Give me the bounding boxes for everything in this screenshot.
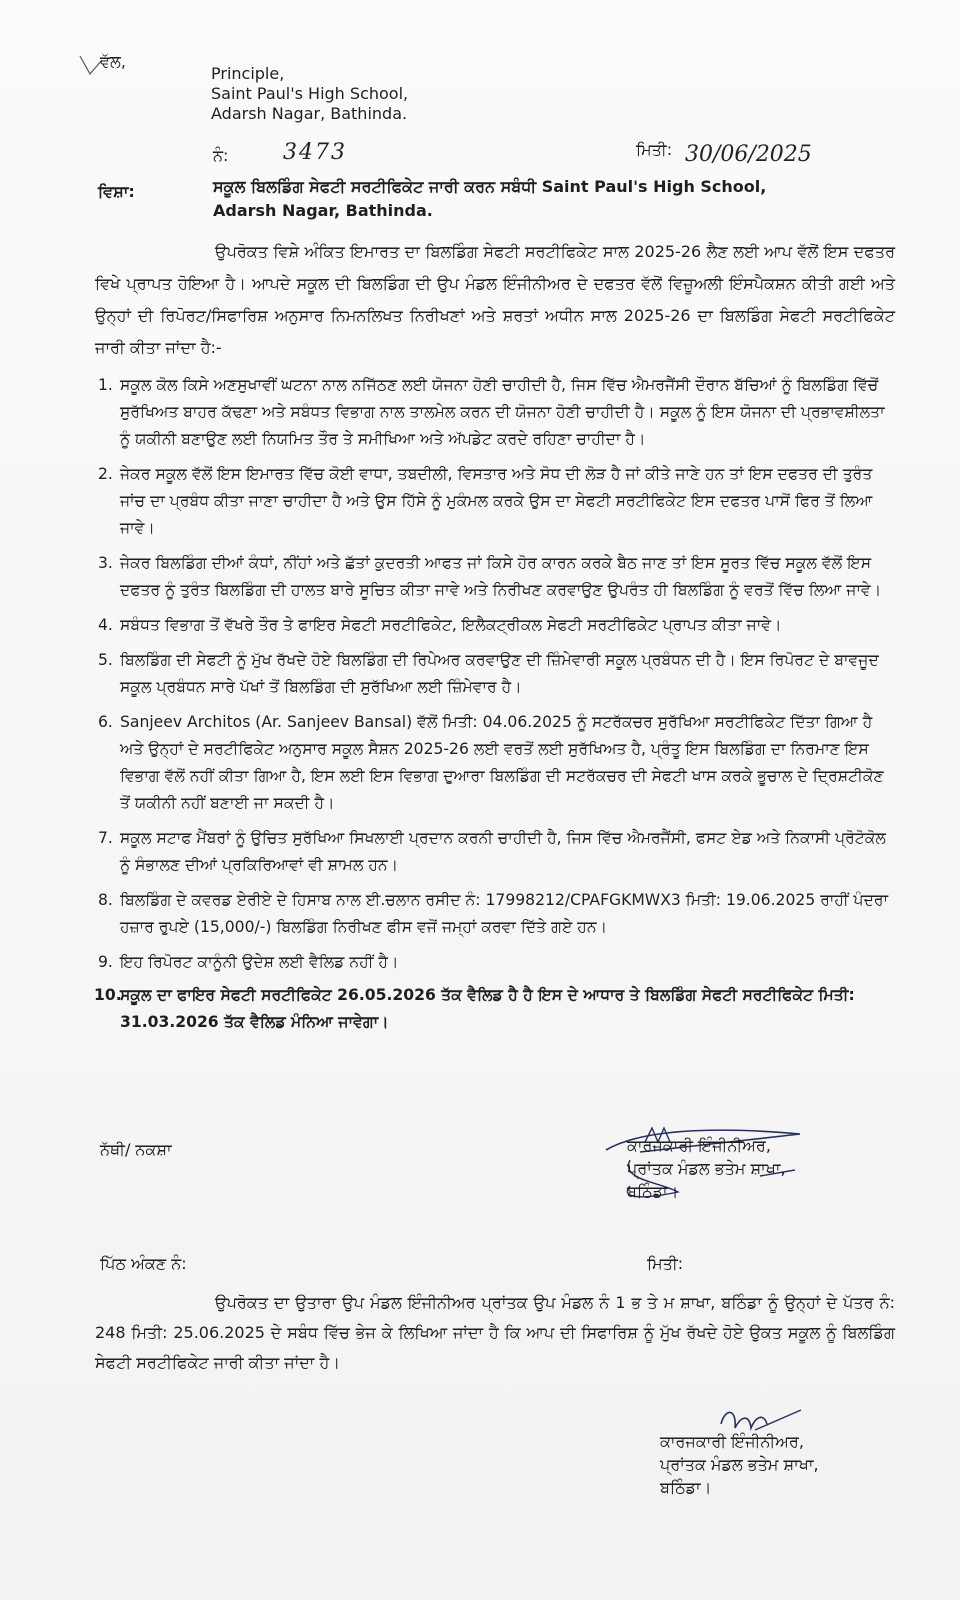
list-item [98,461,898,542]
item-text: ਸਬੰਧਤ ਵਿਭਾਗ ਤੋਂ ਵੱਖਰੇ ਤੌਰ ਤੇ ਫਾਇਰ ਸੇਫਟੀ ਸਰਟੀਫਿਕੇਟ, ਇਲੈਕਟ੍ਰੀਕਲ ਸੇਫਟੀ ਸਰਟੀਫਿਕੇਟ ਪ੍ਰਾਪਤ ਕੀਤਾ ਜਾਵੇ। [120,616,782,634]
enclosure-label: ਨੱਥੀ/ ਨਕਸ਼ਾ [100,1140,172,1159]
item-number: 5. [98,651,113,669]
signature-block-2 [660,1430,819,1499]
item-text: ਬਿਲਡਿੰਗ ਦੇ ਕਵਰਡ ਏਰੀਏ ਦੇ ਹਿਸਾਬ ਨਾਲ ਈ.ਚਲਾਨ ਰਸੀਦ ਨੰ: 17998212/CPAFGKMWX3 ਮਿਤੀ: 19.06.2025 ਰਾਹੀਂ ਪੰਦਰਾ ਹਜ਼ਾਰ ਰੁਪਏ (15,000/-) ਬਿਲਡਿੰਗ ਨਿਰੀਖਣ ਫੀਸ ਵਜੋਂ ਜਮ੍ਹਾਂ ਕਰਵਾ ਦਿੱਤੇ ਗਏ ਹਨ। [120,891,889,936]
signature-block-1 [627,1134,786,1203]
list-item [98,949,898,976]
item-number: 7. [98,829,113,847]
item-text: ਇਹ ਰਿਪੋਰਟ ਕਾਨੂੰਨੀ ਉਦੇਸ਼ ਲਈ ਵੈਲਿਡ ਨਹੀਂ ਹੈ। [120,953,399,971]
subject-label: ਵਿਸ਼ਾ: [98,182,135,201]
date-value: 30/06/2025 [685,142,812,167]
item-number: 2. [98,465,113,483]
to-label: ਵੱਲ, [100,52,126,71]
address-line: Saint Paul's High School, [211,84,409,103]
item-text: ਜੇਕਰ ਬਿਲਡਿੰਗ ਦੀਆਂ ਕੰਧਾਂ, ਨੀਂਹਾਂ ਅਤੇ ਛੱਤਾਂ ਕੁਦਰਤੀ ਆਫਤ ਜਾਂ ਕਿਸੇ ਹੋਰ ਕਾਰਨ ਕਰਕੇ ਬੈਠ ਜਾਣ ਤਾਂ ਇਸ ਸੂਰਤ ਵਿੱਚ ਸਕੂਲ ਵੱਲੋਂ ਇਸ ਦਫਤਰ ਨੂੰ ਤੁਰੰਤ ਬਿਲਡਿੰਗ ਦੀ ਹਾਲਤ ਬਾਰੇ ਸੂਚਿਤ ਕੀਤਾ ਜਾਵੇ ਅਤੇ ਨਿਰੀਖਣ ਕਰਵਾਉਣ ਉਪਰੰਤ ਹੀ ਬਿਲਡਿੰਗ ਨੂੰ ਵਰਤੋਂ ਵਿੱਚ ਲਿਆ ਜਾਵੇ। [120,554,882,599]
item-number: 8. [98,891,113,909]
address-block [211,64,408,124]
conditions-list [94,372,898,1036]
item-number: 3. [98,554,113,572]
number-value: 3473 [283,140,347,165]
signature-line: ਬਠਿੰਡਾ। [627,1182,679,1201]
item-text: ਸਕੂਲ ਸਟਾਫ ਮੈਂਬਰਾਂ ਨੂੰ ਉਚਿਤ ਸੁਰੱਖਿਆ ਸਿਖਲਾਈ ਪ੍ਰਦਾਨ ਕਰਨੀ ਚਾਹੀਦੀ ਹੈ, ਜਿਸ ਵਿੱਚ ਐਮਰਜੈਂਸੀ, ਫਸਟ ਏਡ ਅਤੇ ਨਿਕਾਸੀ ਪ੍ਰੋਟੋਕੋਲ ਨੂੰ ਸੰਭਾਲਣ ਦੀਆਂ ਪ੍ਰਕਿਰਿਆਵਾਂ ਵੀ ਸ਼ਾਮਲ ਹਨ। [120,829,886,874]
endorsement-date-label: ਮਿਤੀ: [647,1254,684,1273]
endorsement-number-label: ਪਿੱਠ ਅੰਕਣ ਨੰ: [100,1254,187,1273]
item-number: 9. [98,953,113,971]
list-item [94,982,898,1036]
item-text: ਸਕੂਲ ਕੋਲ ਕਿਸੇ ਅਣਸੁਖਾਵੀਂ ਘਟਨਾ ਨਾਲ ਨਜਿੱਠਣ ਲਈ ਯੋਜਨਾ ਹੋਣੀ ਚਾਹੀਦੀ ਹੈ, ਜਿਸ ਵਿੱਚ ਐਮਰਜੈਂਸੀ ਦੌਰਾਨ ਬੱਚਿਆਂ ਨੂੰ ਬਿਲਡਿੰਗ ਵਿੱਚੋਂ ਸੁਰੱਖਿਅਤ ਬਾਹਰ ਕੱਢਣਾ ਅਤੇ ਸਬੰਧਤ ਵਿਭਾਗ ਨਾਲ ਤਾਲਮੇਲ ਕਰਨ ਦੀ ਯੋਜਨਾ ਹੋਣੀ ਚਾਹੀਦੀ ਹੈ। ਸਕੂਲ ਨੂੰ ਇਸ ਯੋਜਨਾ ਦੀ ਪ੍ਰਭਾਵਸ਼ੀਲਤਾ ਨੂੰ ਯਕੀਨੀ ਬਣਾਉਣ ਲਈ ਨਿਯਮਿਤ ਤੌਰ ਤੇ ਸਮੀਖਿਆ ਅਤੇ ਅੱਪਡੇਟ ਕਰਦੇ ਰਹਿਣਾ ਚਾਹੀਦਾ ਹੈ। [120,376,885,448]
item-number: 4. [98,616,113,634]
item-number: 6. [98,713,113,731]
item-number: 1. [98,376,113,394]
list-item [98,825,898,879]
signature-line: ਪ੍ਰਾਂਤਕ ਮੰਡਲ ਭਤੇਮ ਸ਼ਾਖਾ, [627,1159,786,1178]
signature-line: ਬਠਿੰਡਾ। [660,1478,712,1497]
list-item [98,612,898,639]
date-label: ਮਿਤੀ: [636,140,673,159]
list-item [98,709,898,817]
signature-line: ਕਾਰਜਕਾਰੀ ਇੰਜੀਨੀਅਰ, [660,1432,804,1451]
list-item [98,647,898,701]
list-item [98,550,898,604]
item-number: 10. [94,986,122,1004]
number-label: ਨੰ: [213,146,229,165]
subject-line: Adarsh Nagar, Bathinda. [213,201,433,220]
item-text: ਬਿਲਡਿੰਗ ਦੀ ਸੇਫਟੀ ਨੂੰ ਮੁੱਖ ਰੱਖਦੇ ਹੋਏ ਬਿਲਡਿੰਗ ਦੀ ਰਿਪੇਅਰ ਕਰਵਾਉਣ ਦੀ ਜ਼ਿੰਮੇਵਾਰੀ ਸਕੂਲ ਪ੍ਰਬੰਧਨ ਦੀ ਹੈ। ਇਸ ਰਿਪੋਰਟ ਦੇ ਬਾਵਜੂਦ ਸਕੂਲ ਪ੍ਰਬੰਧਨ ਸਾਰੇ ਪੱਖਾਂ ਤੋਂ ਬਿਲਡਿੰਗ ਦੀ ਸੁਰੱਖਿਆ ਲਈ ਜ਼ਿੰਮੇਵਾਰ ਹੈ। [120,651,879,696]
signature-line: ਪ੍ਰਾਂਤਕ ਮੰਡਲ ਭਤੇਮ ਸ਼ਾਖਾ, [660,1455,819,1474]
subject-block [213,175,766,223]
list-item [98,887,898,941]
item-text: ਜੇਕਰ ਸਕੂਲ ਵੱਲੋਂ ਇਸ ਇਮਾਰਤ ਵਿੱਚ ਕੋਈ ਵਾਧਾ, ਤਬਦੀਲੀ, ਵਿਸਤਾਰ ਅਤੇ ਸੋਧ ਦੀ ਲੋੜ ਹੈ ਜਾਂ ਕੀਤੇ ਜਾਣੇ ਹਨ ਤਾਂ ਇਸ ਦਫਤਰ ਦੀ ਤੁਰੰਤ ਜਾਂਚ ਦਾ ਪ੍ਰਬੰਧ ਕੀਤਾ ਜਾਣਾ ਚਾਹੀਦਾ ਹੈ ਅਤੇ ਉਸ ਹਿੱਸੇ ਨੂੰ ਮੁਕੰਮਲ ਕਰਕੇ ਉਸ ਦਾ ਸੇਫਟੀ ਸਰਟੀਫਿਕੇਟ ਇਸ ਦਫਤਰ ਪਾਸੋਂ ਫਿਰ ਤੋਂ ਲਿਆ ਜਾਵੇ। [120,465,873,537]
intro-paragraph: ਉਪਰੋਕਤ ਵਿਸ਼ੇ ਅੰਕਿਤ ਇਮਾਰਤ ਦਾ ਬਿਲਡਿੰਗ ਸੇਫਟੀ ਸਰਟੀਫਿਕੇਟ ਸਾਲ 2025-26 ਲੈਣ ਲਈ ਆਪ ਵੱਲੋਂ ਇਸ ਦਫਤਰ ਵਿਖੇ ਪ੍ਰਾਪਤ ਹੋਇਆ ਹੈ। ਆਪਦੇ ਸਕੂਲ ਦੀ ਬਿਲਡਿੰਗ ਦੀ ਉਪ ਮੰਡਲ ਇੰਜੀਨੀਅਰ ਦੇ ਦਫਤਰ ਵੱਲੋਂ ਵਿਜ਼ੂਅਲੀ ਇੰਸਪੈਕਸ਼ਨ ਕੀਤੀ ਗਈ ਅਤੇ ਉਨ੍ਹਾਂ ਦੀ ਰਿਪੋਰਟ/ਸਿਫਾਰਿਸ਼ ਅਨੁਸਾਰ ਨਿਮਨਲਿਖਤ ਨਿਰੀਖਣਾਂ ਅਤੇ ਸ਼ਰਤਾਂ ਅਧੀਨ ਸਾਲ 2025-26 ਦਾ ਬਿਲਡਿੰਗ ਸੇਫਟੀ ਸਰਟੀਫਿਕੇਟ ਜਾਰੀ ਕੀਤਾ ਜਾਂਦਾ ਹੈ:- [95,242,895,357]
list-item [98,372,898,453]
item-text: ਸਕੂਲ ਦਾ ਫਾਇਰ ਸੇਫਟੀ ਸਰਟੀਫਿਕੇਟ 26.05.2026 ਤੱਕ ਵੈਲਿਡ ਹੈ ਹੈ ਇਸ ਦੇ ਆਧਾਰ ਤੇ ਬਿਲਡਿੰਗ ਸੇਫਟੀ ਸਰਟੀਫਿਕੇਟ ਮਿਤੀ: 31.03.2026 ਤੱਕ ਵੈਲਿਡ ਮੰਨਿਆ ਜਾਵੇਗਾ। [120,986,855,1031]
endorsement-paragraph: ਉਪਰੋਕਤ ਦਾ ਉਤਾਰਾ ਉਪ ਮੰਡਲ ਇੰਜੀਨੀਅਰ ਪ੍ਰਾਂਤਕ ਉਪ ਮੰਡਲ ਨੰ 1 ਭ ਤੇ ਮ ਸ਼ਾਖਾ, ਬਠਿੰਡਾ ਨੂੰ ਉਨ੍ਹਾਂ ਦੇ ਪੱਤਰ ਨੰ: 248 ਮਿਤੀ: 25.06.2025 ਦੇ ਸਬੰਧ ਵਿੱਚ ਭੇਜ ਕੇ ਲਿਖਿਆ ਜਾਂਦਾ ਹੈ ਕਿ ਆਪ ਦੀ ਸਿਫਾਰਿਸ਼ ਨੂੰ ਮੁੱਖ ਰੱਖਦੇ ਹੋਏ ਉਕਤ ਸਕੂਲ ਨੂੰ ਬਿਲਡਿੰਗ ਸੇਫਟੀ ਸਰਟੀਫਿਕੇਟ ਜਾਰੀ ਕੀਤਾ ਜਾਂਦਾ ਹੈ। [95,1293,895,1372]
address-line: Adarsh Nagar, Bathinda. [211,104,408,123]
address-line: Principle, [211,64,285,83]
subject-line: ਸਕੂਲ ਬਿਲਡਿੰਗ ਸੇਫਟੀ ਸਰਟੀਫਿਕੇਟ ਜਾਰੀ ਕਰਨ ਸਬੰਧੀ Saint Paul's High School, [213,177,767,196]
signature-line: ਕਾਰਜਕਾਰੀ ਇੰਜੀਨੀਅਰ, [627,1136,771,1155]
item-text: Sanjeev Architos (Ar. Sanjeev Bansal) ਵੱਲੋਂ ਮਿਤੀ: 04.06.2025 ਨੂੰ ਸਟਰੱਕਚਰ ਸੁਰੱਖਿਆ ਸਰਟੀਫਿਕੇਟ ਦਿੱਤਾ ਗਿਆ ਹੈ ਅਤੇ ਉਨ੍ਹਾਂ ਦੇ ਸਰਟੀਫਿਕੇਟ ਅਨੁਸਾਰ ਸਕੂਲ ਸੈਸ਼ਨ 2025-26 ਲਈ ਵਰਤੋਂ ਲਈ ਸੁਰੱਖਿਅਤ ਹੈ, ਪ੍ਰੰਤੂ ਇਸ ਬਿਲਡਿੰਗ ਦਾ ਨਿਰਮਾਣ ਇਸ ਵਿਭਾਗ ਵੱਲੋਂ ਨਹੀਂ ਕੀਤਾ ਗਿਆ ਹੈ, ਇਸ ਲਈ ਇਸ ਵਿਭਾਗ ਦੁਆਰਾ ਬਿਲਡਿੰਗ ਦੀ ਸਟਰੱਕਚਰ ਦੀ ਸੇਫਟੀ ਖਾਸ ਕਰਕੇ ਭੂਚਾਲ ਦੇ ਦ੍ਰਿਸ਼ਟੀਕੋਣ ਤੋਂ ਯਕੀਨੀ ਨਹੀਂ ਬਣਾਈ ਜਾ ਸਕਦੀ ਹੈ। [120,713,884,812]
